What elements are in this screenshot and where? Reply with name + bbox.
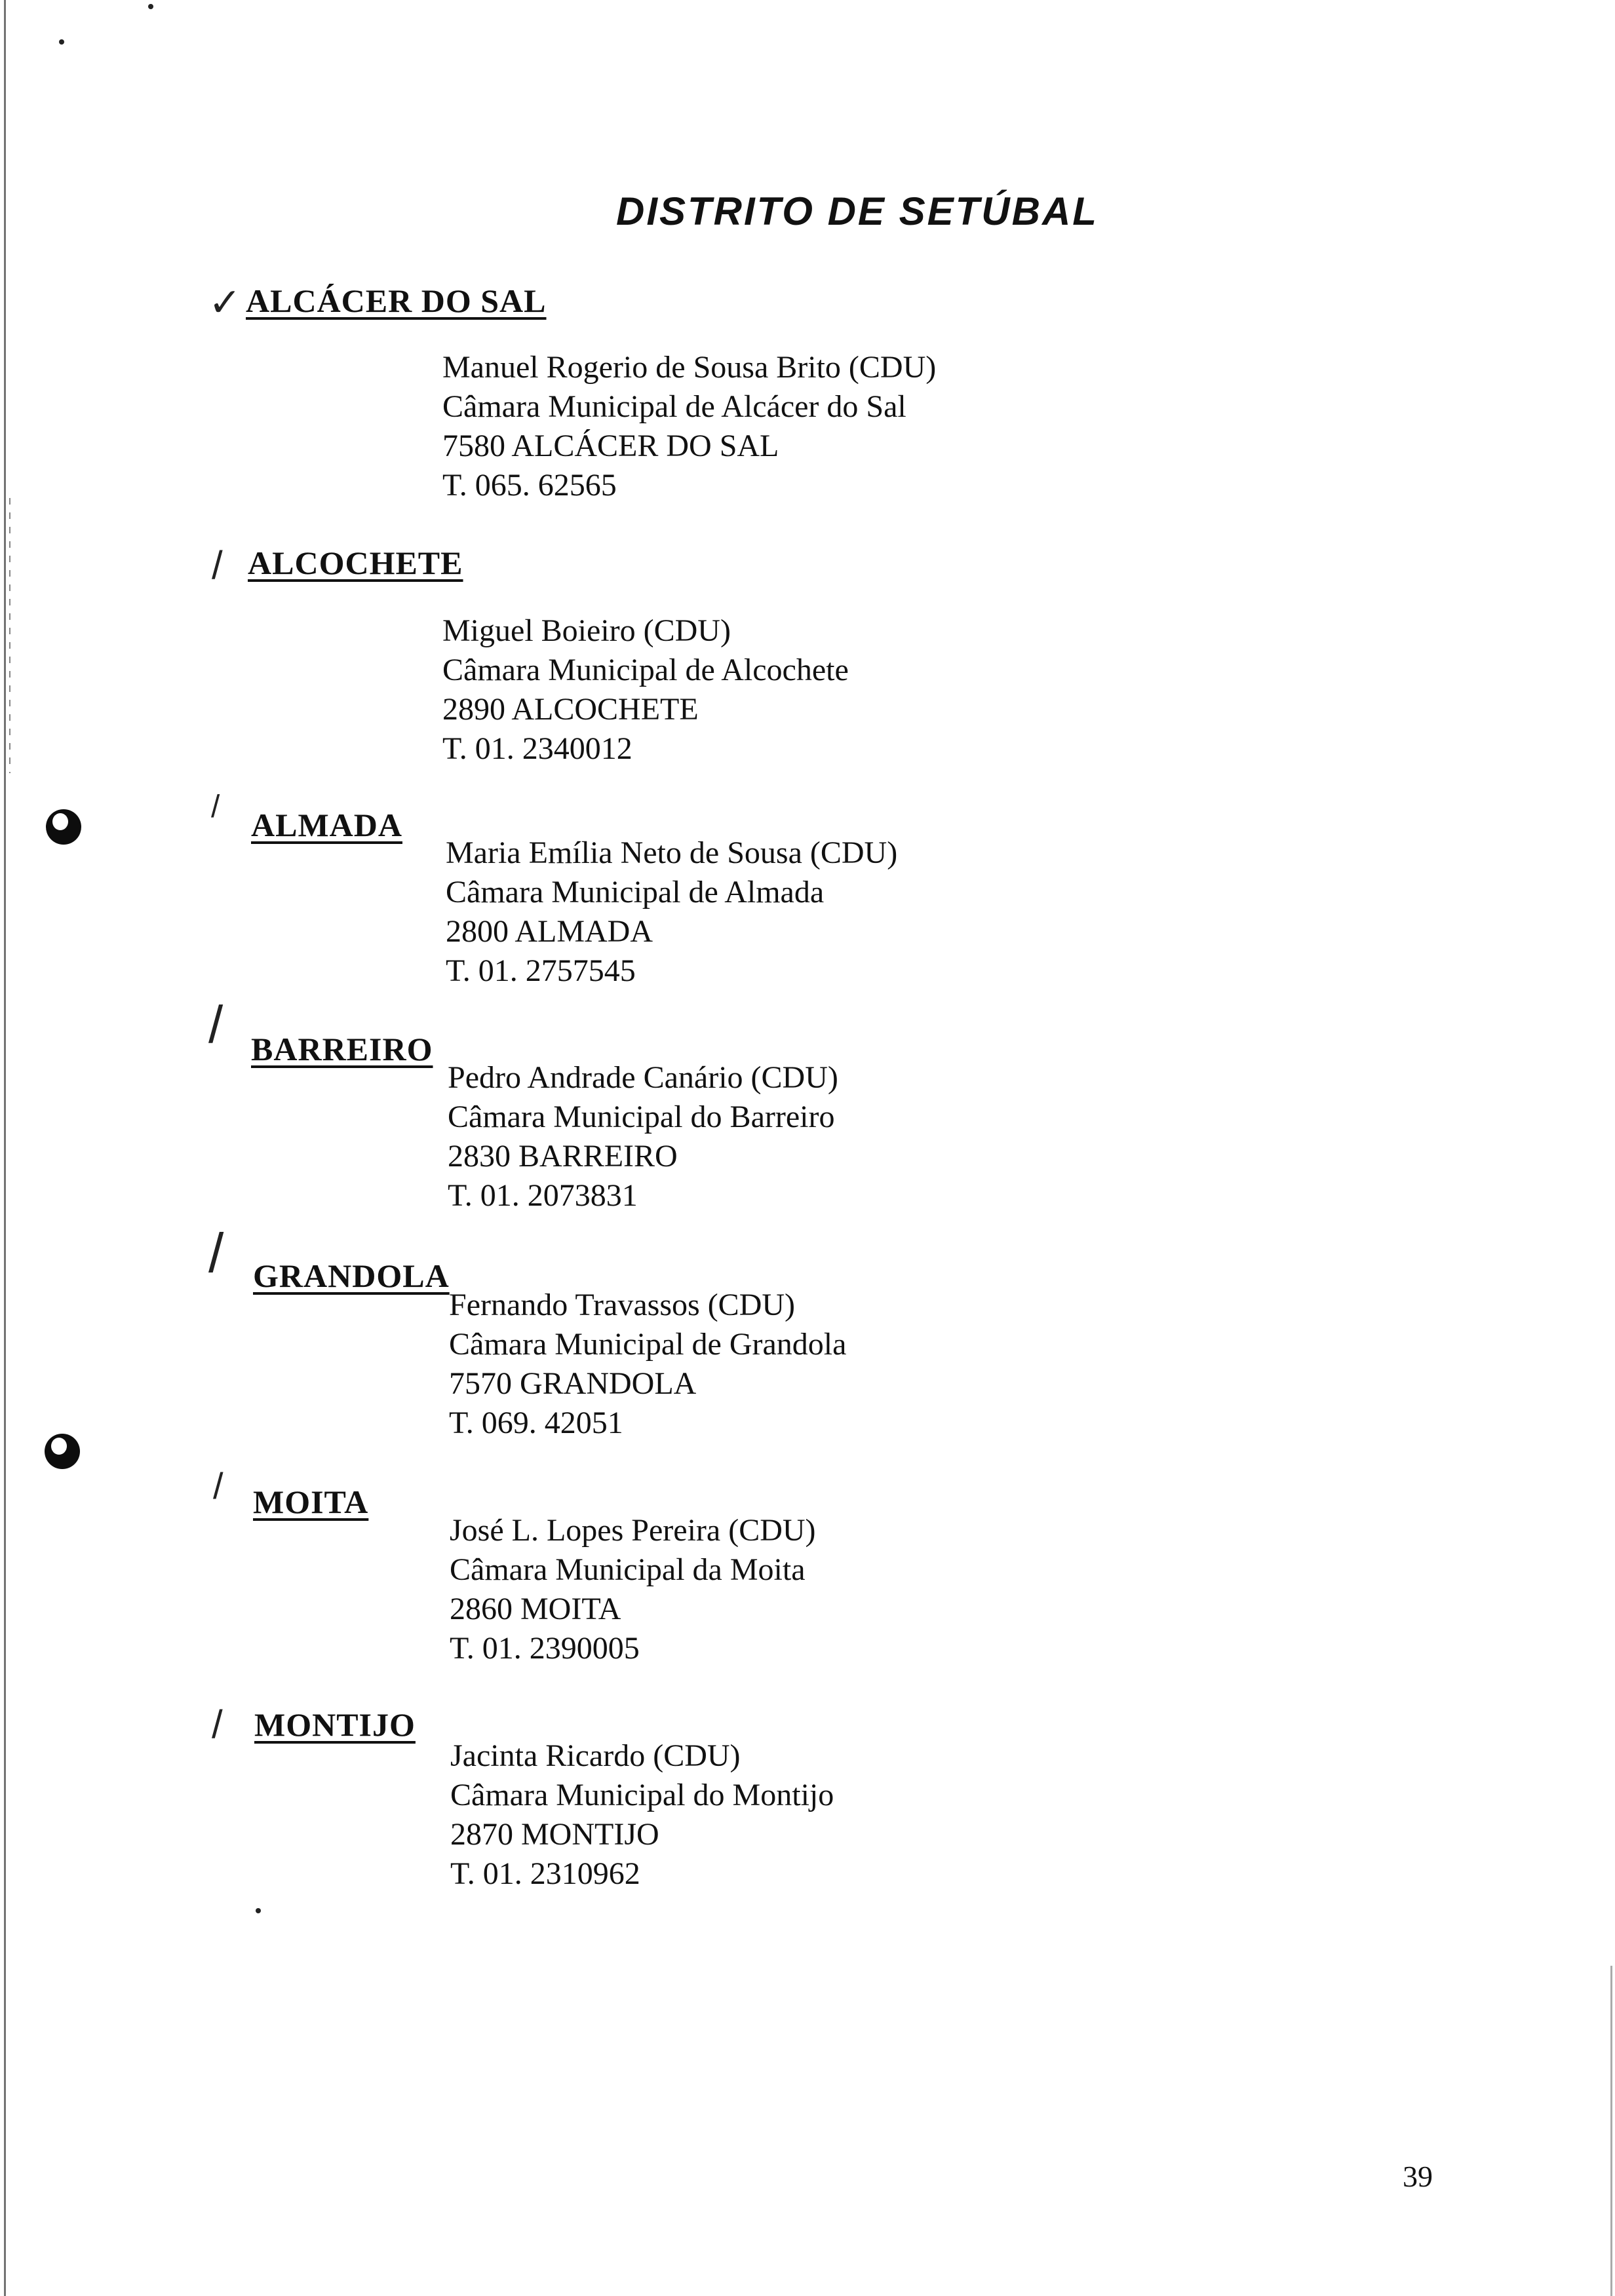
- contact-phone: T. 01. 2073831: [448, 1178, 638, 1213]
- contact-block: [446, 833, 897, 991]
- contact-name: Fernando Travassos (CDU): [449, 1288, 795, 1322]
- check-mark-icon: /: [211, 790, 220, 824]
- contact-name: Pedro Andrade Canário (CDU): [448, 1060, 838, 1095]
- contact-postal: 2860 MOITA: [450, 1592, 621, 1626]
- check-mark-icon: /: [208, 1222, 224, 1284]
- scan-edge-left: [4, 0, 6, 2296]
- contact-office: Câmara Municipal do Montijo: [450, 1778, 834, 1812]
- contact-phone: T. 01. 2757545: [446, 953, 636, 988]
- contact-office: Câmara Municipal de Alcácer do Sal: [442, 389, 906, 424]
- scan-speck: [256, 1908, 261, 1913]
- district-title: DISTRITO DE SETÚBAL: [616, 189, 1099, 233]
- contact-block: [442, 611, 849, 769]
- contact-phone: T. 069. 42051: [449, 1406, 623, 1440]
- contact-name: Manuel Rogerio de Sousa Brito (CDU): [442, 350, 937, 385]
- contact-postal: 2870 MONTIJO: [450, 1817, 659, 1852]
- page-number: 39: [1403, 2160, 1433, 2193]
- scan-edge-right: [1610, 1966, 1612, 2296]
- municipality-heading: ALMADA: [251, 807, 402, 843]
- contact-name: José L. Lopes Pereira (CDU): [450, 1513, 816, 1548]
- scan-speck: [148, 4, 153, 9]
- contact-name: Miguel Boieiro (CDU): [442, 613, 731, 648]
- contact-postal: 2830 BARREIRO: [448, 1139, 678, 1174]
- contact-name: Jacinta Ricardo (CDU): [450, 1738, 741, 1773]
- contact-office: Câmara Municipal da Moita: [450, 1552, 806, 1587]
- check-mark-icon: /: [208, 995, 224, 1054]
- contact-office: Câmara Municipal de Almada: [446, 875, 825, 909]
- contact-office: Câmara Municipal do Barreiro: [448, 1100, 835, 1134]
- municipality-heading: MOITA: [253, 1483, 369, 1520]
- check-mark-icon: ✓: [208, 280, 242, 324]
- contact-block: [450, 1736, 834, 1894]
- contact-block: [442, 348, 936, 505]
- contact-office: Câmara Municipal de Alcochete: [442, 653, 849, 687]
- scan-edge-left-dashes: [9, 498, 10, 773]
- contact-name: Maria Emília Neto de Sousa (CDU): [446, 835, 898, 870]
- contact-postal: 2800 ALMADA: [446, 914, 653, 949]
- contact-phone: T. 01. 2310962: [450, 1856, 640, 1891]
- contact-block: [450, 1511, 816, 1668]
- check-mark-icon: /: [212, 1702, 223, 1746]
- contact-postal: 7570 GRANDOLA: [449, 1366, 697, 1401]
- contact-block: [449, 1286, 846, 1443]
- municipality-heading: MONTIJO: [254, 1706, 416, 1743]
- contact-phone: T. 01. 2390005: [450, 1631, 640, 1666]
- punch-hole-bottom: [45, 1434, 80, 1469]
- punch-hole-top: [46, 809, 81, 845]
- contact-postal: 2890 ALCOCHETE: [442, 692, 699, 727]
- contact-phone: T. 01. 2340012: [442, 731, 632, 766]
- check-mark-icon: /: [212, 543, 223, 587]
- check-mark-icon: /: [213, 1465, 224, 1506]
- municipality-heading: GRANDOLA: [253, 1257, 450, 1294]
- scan-speck: [59, 39, 64, 45]
- contact-office: Câmara Municipal de Grandola: [449, 1327, 847, 1362]
- contact-postal: 7580 ALCÁCER DO SAL: [442, 429, 779, 463]
- municipality-heading: BARREIRO: [251, 1031, 433, 1067]
- municipality-heading: ALCÁCER DO SAL: [246, 282, 547, 319]
- contact-block: [448, 1058, 838, 1215]
- contact-phone: T. 065. 62565: [442, 468, 617, 503]
- municipality-heading: ALCOCHETE: [248, 545, 463, 581]
